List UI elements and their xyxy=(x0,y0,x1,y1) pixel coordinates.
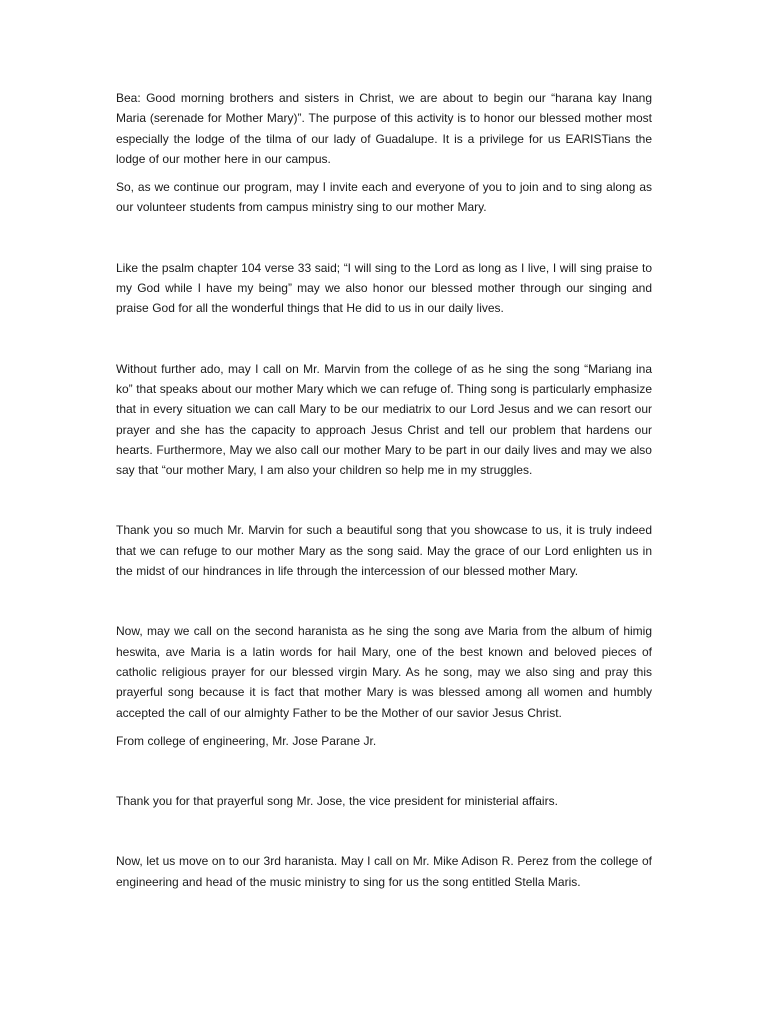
paragraph-opening: Bea: Good morning brothers and sisters in Christ, we are about to begin our “harana kay Inang Maria (serenade for Mother Mary)”. The purpose of this activity is to honor our blessed mother most especially the lodge of the tilma of our lady of Guadalupe. It is a privilege for us EARISTians the lodge of our mother here in our campus. xyxy=(116,91,652,166)
paragraph-psalm: Like the psalm chapter 104 verse 33 said; “I will sing to the Lord as long as I live, I will sing praise to my God while I have my being” may we also honor our blessed mother through our singing and praise God for all the wonderful things that He did to us in our daily lives. xyxy=(116,260,652,316)
paragraph-second-haranista: Now, may we call on the second haranista as he sing the song ave Maria from the album of himig heswita, ave Maria is a latin words for hail Mary, one of the best known and beloved pieces of catholic religious prayer for our blessed virgin Mary. As he song, may we also sing and pray this prayerful song because it is fact that mother Mary is was blessed among all women and humbly accepted the call of our almighty Father to be the Mother of our savior Jesus Christ. xyxy=(116,624,652,720)
paragraph-thanks-jose: Thank you for that prayerful song Mr. Jose, the vice president for ministerial affairs. xyxy=(116,794,558,809)
paragraph-thanks-marvin: Thank you so much Mr. Marvin for such a beautiful song that you showcase to us, it is truly indeed that we can refuge to our mother Mary as the song said. May the grace of our Lord enlighten us in the midst of our hindrances in life through the intercession of our blessed mother Mary. xyxy=(116,523,652,579)
paragraph-invitation: So, as we continue our program, may I invite each and everyone of you to join and to sing along as our volunteer students from campus ministry sing to our mother Mary. xyxy=(116,180,652,215)
paragraph-jose-college: From college of engineering, Mr. Jose Parane Jr. xyxy=(116,733,377,748)
paragraph-third-haranista: Now, let us move on to our 3rd haranista. May I call on Mr. Mike Adison R. Perez from the college of engineering and head of the music ministry to sing for us the song entitled Stella Maris. xyxy=(116,854,652,889)
paragraph-first-haranista: Without further ado, may I call on Mr. Marvin from the college of as he sing the song “Mariang ina ko” that speaks about our mother Mary which we can refuge of. Thing song is particularly emphasize that in every situation we can call Mary to be our mediatrix to our Lord Jesus and we can resort our prayer and she has the capacity to approach Jesus Christ and tell our problem that hardens our hearts. Furthermore, May we also call our mother Mary to be part in our daily lives and may we also say that “our mother Mary, I am also your children so help me in my struggles. xyxy=(116,361,652,478)
